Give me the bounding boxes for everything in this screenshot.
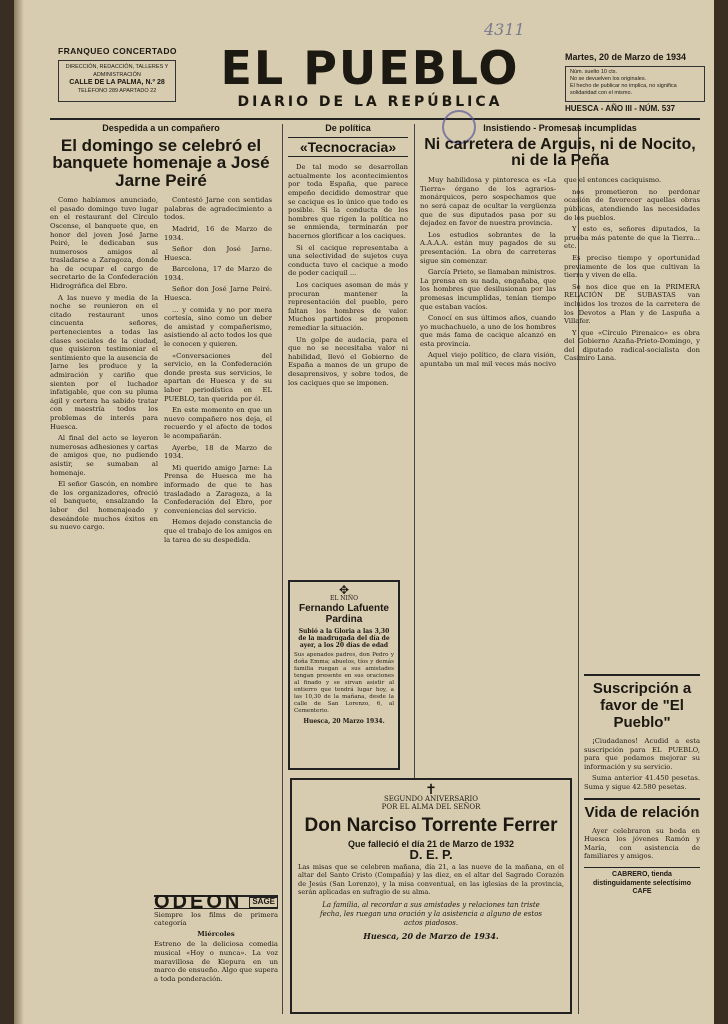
odeon-ad bbox=[154, 895, 278, 1015]
paragraph: En este momento en que un nuevo compañero nos deja, el recuerdo y el afecto de todos le acompañarán. bbox=[164, 406, 272, 440]
notice-line: El hecho de publicar no implica, no significa solidaridad con el mismo. bbox=[570, 83, 677, 96]
article-tecnocracia bbox=[288, 124, 408, 779]
dateline: Ayerbe, 18 de Marzo de 1934. bbox=[164, 443, 272, 461]
paragraph: Al final del acto se leyeron numerosas adhesiones y cartas de amigos que, no pudiendo asistir, se sumaban al homenaje. bbox=[50, 434, 158, 477]
article-body bbox=[288, 163, 408, 387]
article-headline: El domingo se celebró el banquete homenaje a José Jarne Peiré bbox=[52, 135, 270, 191]
article-kicker: De política bbox=[325, 124, 371, 133]
paragraph: De tal modo se desarrollan actualmente los acontecimientos por toda España, que parece empeño decidido demostrar que se cacique es lo único que todo es posible. Si la conducta de los hombres que rigen la política no se enmienda, terminarán por hacernos glorificar a los caciques. bbox=[288, 163, 408, 241]
odeon-sub: SAGE bbox=[249, 897, 278, 908]
notice-line: No se devuelven los originales. bbox=[570, 76, 647, 82]
paragraph: El señor Gascón, en nombre de los organizadores, ofreció el banquete, ensalzando la labor del homenajeado y deseándole muchos éxitos en su nuevo cargo. bbox=[50, 480, 158, 532]
anniversary-box bbox=[290, 778, 572, 1014]
paragraph: Aquel viejo político, de clara visión, apuntaba un mal mil veces más nocivo que el entonces caciquismo. bbox=[420, 176, 662, 369]
newspaper-subtitle: DIARIO DE LA REPÚBLICA bbox=[237, 94, 503, 110]
admin-line: ADMINISTRACIÓN bbox=[93, 72, 141, 78]
article-headline: «Tecnocracia» bbox=[288, 137, 408, 158]
paragraph: Un golpe de audacia, para el que no se necesitaba valor ni habilidad, llevó el Gobierno de España a manos de un grupo de desaprensivos, y sobre todos, de los caciques que se imponen. bbox=[288, 335, 408, 387]
paragraph: Contestó Jarne con sentidas palabras de agradecimiento a todos. bbox=[164, 196, 272, 222]
odeon-text: Estreno de la deliciosa comedia musical «Hoy o nunca». La voz maravillosa de Kiepura en un marco de ensueño. Algo que supera a toda ponderación. bbox=[154, 940, 278, 983]
paragraph: Muy habilidosa y pintoresca es «La Tierra» órgano de los agrarios-monárquicos, pero sospechamos que no será capaz de ocultar la vergüenza que de sus diputados pasa por su dejadez en favor de nuestra provincia. bbox=[420, 176, 556, 228]
page-crease bbox=[14, 0, 24, 1024]
article-headline: Ni carretera de Arguis, ni de Nocito, ni de la Peña bbox=[424, 135, 696, 170]
admin-phone: TELÉFONO 289 APARTADO 22 bbox=[77, 88, 157, 94]
masthead-rule bbox=[50, 118, 700, 120]
paragraph: Conocí en sus últimos años, cuando yo muchachuelo, a uno de los hombres que más fama de cacique alcanzó en esta provincia. bbox=[420, 314, 556, 348]
anniversary-date-line: Que falleció el día 21 de Marzo de 1932 bbox=[347, 838, 515, 849]
paragraph: Y que «Círculo Pirenaico» es obra del Gobierno Azaña-Prieto-Domingo, y del diputado radical-socialista don Casimiro Lana. bbox=[564, 328, 700, 363]
vida-title: Vida de relación bbox=[584, 798, 700, 821]
admin-line: DIRECCIÓN, REDACCIÓN, TALLERES Y bbox=[65, 64, 169, 70]
paragraph: García Prieto, se llamaban ministros. La prensa en su nada, engañaba, que los hombres que desilusionan por las promesas incumplidas, tenían tiempo que estaban vacíos. bbox=[420, 268, 556, 311]
odeon-title: ODEON bbox=[154, 895, 243, 913]
article-banquete bbox=[50, 124, 272, 1014]
issue-number: HUESCA - AÑO III - NÚM. 537 bbox=[565, 104, 676, 113]
admin-box bbox=[58, 60, 176, 102]
paragraph: Se nos dice que en la PRIMERA RELACIÓN DE SUBASTAS van incluidos los trozos de la carretera de los Devotos a Plan y de Laspuña a Villafer. bbox=[564, 282, 700, 326]
paragraph: Los estudios sobrantes de la A.A.A.A. están muy pagados de su presentación. La obra de carreteras sigue sin comenzar. bbox=[420, 230, 556, 265]
paragraph: Los caciques asoman de más y procuran mantener la representación del pueblo, pero faltan los hombres de valor. Muchos partidos se proponen remediar la situación. bbox=[288, 281, 408, 332]
paragraph: A las nueve y media de la noche se reunieron en el citado restaurant unos cincuenta señores, pertenecientes a todas las clases sociales de la ciudad, que quisieron testimoniar el sentimiento que la ausencia de Jarne les produce y la admiración y cariño que sienten por el luchador infatigable, que con su pluma ágil y certera ha sabido tratar con maestría todos los problemas de interés para Huesca. bbox=[50, 293, 158, 431]
salutation: Señor don José Jarne. Huesca. bbox=[164, 245, 272, 262]
paragraph: ¡Ciudadanos! Acudid a esta suscripción para EL PUEBLO, para que podamos mejorar su información y su servicio. bbox=[584, 737, 700, 771]
paragraph: Y esto es, señores diputados, la prueba más patente de que la Tierra... etc. bbox=[564, 225, 700, 251]
angel-icon: ✥ bbox=[338, 583, 350, 597]
right-column-lower bbox=[584, 668, 700, 1018]
admin-address: CALLE DE LA PALMA, N.º 28 bbox=[69, 79, 165, 86]
paragraph: nos prometieron no perdonar ocasión de favorecer aquellas obras públicas, atendiendo las necesidades de los pueblos. bbox=[564, 187, 700, 222]
anniversary-line: POR EL ALMA DEL SEÑOR bbox=[381, 803, 481, 812]
article-body bbox=[50, 196, 272, 966]
paragraph: Es preciso tiempo y oportunidad previamente de los que cultivan la tierra y viven de ella. bbox=[564, 253, 700, 280]
cross-icon: ✝ bbox=[425, 782, 437, 798]
paragraph: Si el cacique representaba a una selectividad de sujetos cuya conducta tuvo el cacique a modo de poder caciquil ... bbox=[288, 243, 408, 278]
notice-box bbox=[565, 66, 705, 102]
paragraph: Como habíamos anunciado, el pasado domingo tuvo lugar en el restaurant del Círculo Oscense, el banquete que, en honor del joven José Jarne Peiré, le dedicaban sus numerosos amigos al trasladarse a Zaragoza, donde ha de ocupar el cargo de secretario de la Confederación Hidrográfica del Ebro. bbox=[50, 196, 158, 291]
suscripcion-body bbox=[584, 737, 700, 792]
dateline: Madrid, 16 de Marzo de 1934. bbox=[164, 224, 272, 242]
newspaper-title: EL PUEBLO bbox=[220, 41, 520, 95]
anniversary-body: Las misas que se celebren mañana, día 21, a las nueve de la mañana, en el altar del Santo Cristo (Compañía) y las diez, en el altar del Sagrado Corazón de Jesús (San Lorenzo), y la misa conventual, en las iglesias de la provincia, serán aplicadas en sufragio de su alma. bbox=[298, 862, 564, 897]
dateline: Barcelona, 17 de Marzo de 1934. bbox=[164, 265, 272, 282]
ad-cabrero: CABRERO, tienda distinguidamente selectísimo CAFE bbox=[584, 867, 700, 897]
notice-line: Núm. suelto 10 cts. bbox=[570, 69, 618, 75]
suscripcion-title: Suscripción a favor de "El Pueblo" bbox=[584, 674, 700, 731]
paragraph: Hemos dejado constancia de que el trabajo de los amigos en la tarea de su despedida. bbox=[164, 518, 272, 544]
masthead bbox=[50, 24, 700, 116]
paragraph: Mi querido amigo Jarne: La Prensa de Huesca me ha informado de que te has trasladado a Zaragoza, a la Confederación del Ebro, por conveniencias del servicio. bbox=[164, 463, 272, 515]
paragraph: «Conversaciones del servicio, en la Confederación donde presta sus servicios, le apartan de Huesca y de su labor periodística en EL PUEBLO, tan querida por él. bbox=[164, 351, 272, 403]
obituary-date: Huesca, 20 Marzo 1934. bbox=[303, 718, 385, 726]
paragraph: Suma anterior 41.450 pesetas. Suma y sigue 42.580 pesetas. bbox=[584, 774, 700, 791]
anniversary-family: La familia, al recordar a sus amistades y relaciones tan triste fecha, les ruegan una oración y la asistencia a alguno de estos actos piadosos. bbox=[319, 900, 542, 927]
paragraph: ... y comida y no por mera cortesía, sino como un deber de amistad y compañerismo, asistiendo al acto todos los que le conocen y quieren. bbox=[164, 305, 272, 349]
odeon-day: Miércoles bbox=[197, 929, 235, 938]
anniversary-name: Don Narciso Torrente Ferrer bbox=[304, 814, 558, 836]
article-kicker: Despedida a un compañero bbox=[102, 124, 220, 133]
obituary-label: EL NIÑO bbox=[329, 594, 359, 602]
odeon-line: Siempre los films de primera categoría bbox=[154, 910, 278, 928]
article-kicker: Insistiendo - Promesas incumplidas bbox=[483, 124, 637, 133]
vida-body bbox=[584, 827, 700, 861]
franqueo-label: FRANQUEO CONCERTADO bbox=[58, 46, 177, 56]
obituary-body: Sus apenados padres, don Pedro y doña Emma; abuelos, tíos y demás familia ruegan a sus amistades tengan presente en sus oraciones al finado y se sirvan asistir al entierro que tendrá lugar hoy, a las 10,30 de la mañana, desde la calle de San Lorenzo, 6, al Cementerio. bbox=[294, 652, 394, 715]
salutation: Señor don José Jarne Peiré. Huesca. bbox=[164, 285, 272, 303]
newspaper-page bbox=[14, 0, 714, 1024]
obituary-name: Fernando Lafuente Pardina bbox=[298, 603, 389, 626]
anniversary-line: SEGUNDO ANIVERSARIO bbox=[383, 794, 479, 803]
handwritten-mark: 4311 bbox=[484, 20, 525, 39]
paragraph: Ayer celebraron su boda en Huesca los jóvenes Ramón y María, con asistencia de familiares y amigos. bbox=[584, 826, 700, 861]
obituary-box bbox=[288, 580, 400, 770]
anniversary-signoff: Huesca, 20 de Marzo de 1934. bbox=[363, 930, 499, 941]
column-divider bbox=[282, 124, 283, 1014]
issue-date: Martes, 20 de Marzo de 1934 bbox=[565, 52, 687, 62]
obituary-text: Subió a la Gloria a las 3,30 de la madrugada del día de ayer, a los 20 días de edad bbox=[298, 628, 390, 650]
rip-label: D. E. P. bbox=[409, 847, 453, 863]
